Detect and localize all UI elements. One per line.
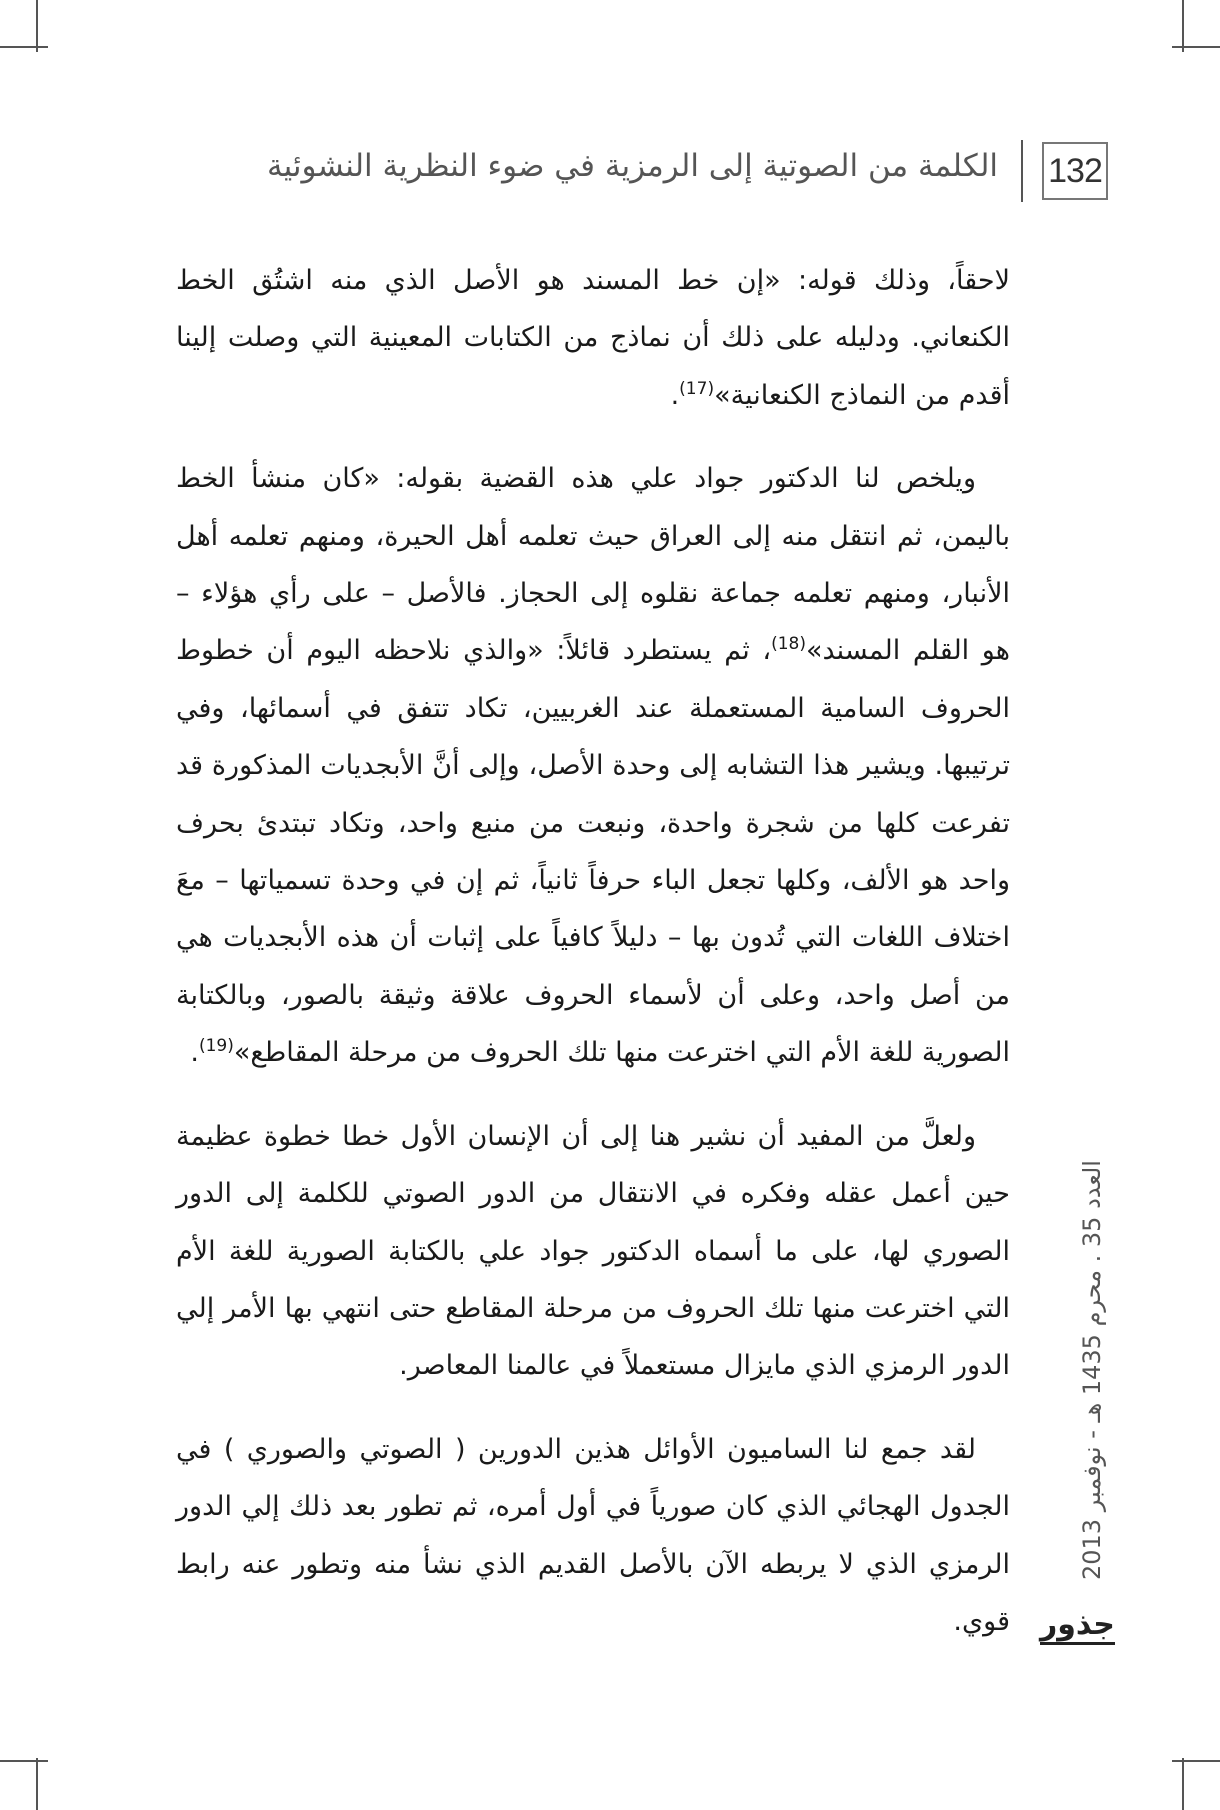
issue-info: العدد 35 . محرم 1435 هـ - نوفمبر 2013 bbox=[1078, 1160, 1106, 1580]
paragraph-end: . bbox=[670, 379, 680, 411]
crop-mark bbox=[1172, 1760, 1220, 1762]
footnote-ref: (18) bbox=[771, 634, 806, 655]
crop-mark bbox=[0, 46, 48, 48]
footnote-ref: (17) bbox=[679, 378, 715, 399]
crop-mark bbox=[36, 0, 38, 52]
paragraph bbox=[176, 252, 1010, 424]
paragraph-text: ولعلَّ من المفيد أن نشير هنا إلى أن الإنسان الأول خطا خطوة عظيمة حين أعمل عقله وفكره في الانتقال من الدور الصوتي للكلمة إلى الدور الصوري لها، على ما أسماه الدكتور جواد علي بالكتابة الصورية للغة الأم التي اخترعت منها تلك الحروف من مرحلة المقاطع حتى انتهي بها الأمر إلي الدور الرمزي الذي مايزال مستعملاً في عالمنا المعاصر. bbox=[176, 1120, 1010, 1382]
paragraph-text: ويلخص لنا الدكتور جواد علي هذه القضية بقوله: «كان منشأ الخط باليمن، ثم انتقل منه إلى العراق حيث تعلمه أهل الحيرة، ومنهم تعلمه أهل الأنبار، ومنهم تعلمه جماعة نقلوه إلى الحجاز. فالأصل – على رأي هؤلاء – هو القلم المسند» bbox=[176, 463, 1010, 667]
crop-mark bbox=[1182, 0, 1184, 52]
running-title: الكلمة من الصوتية إلى الرمزية في ضوء النظرية النشوئية bbox=[266, 148, 998, 184]
crop-mark bbox=[0, 1760, 48, 1762]
crop-mark bbox=[36, 1758, 38, 1810]
paragraph-text: لاحقاً، وذلك قوله: «إن خط المسند هو الأصل الذي منه اشتُق الخط الكنعاني. ودليله على ذلك أن نماذج من الكتابات المعينية التي وصلت إلينا أقدم من النماذج الكنعانية» bbox=[176, 265, 1010, 411]
journal-logo: جذور bbox=[1040, 1610, 1115, 1645]
paragraph bbox=[176, 450, 1010, 1081]
page-number: 132 bbox=[1042, 142, 1108, 200]
header-divider bbox=[1021, 140, 1023, 202]
crop-mark bbox=[1172, 46, 1220, 48]
paragraph-end: . bbox=[190, 1037, 199, 1069]
paragraph bbox=[176, 1108, 1010, 1395]
crop-mark bbox=[1182, 1758, 1184, 1810]
paragraph bbox=[176, 1421, 1010, 1651]
paragraph-text: ، ثم يستطرد قائلاً: «والذي نلاحظه اليوم أن خطوط الحروف السامية المستعملة عند الغربيين، تكاد تتفق في أسمائها، وفي ترتيبها. ويشير هذا التشابه إلى وحدة الأصل، وإلى أنَّ الأبجديات المذكورة قد تفرعت كلها من شجرة واحدة، ونبعت من منبع واحد، وتكاد تبتدئ بحرف واحد هو الألف، وكلها تجعل الباء حرفاً ثانياً، ثم إن في وحدة تسمياتها – معَ اختلاف اللغات التي تُدون بها – دليلاً كافياً على إثبات أن هذه الأبجديات هي من أصل واحد، وعلى أن لأسماء الحروف علاقة وثيقة بالصور، وبالكتابة الصورية للغة الأم التي اخترعت منها تلك الحروف من مرحلة المقاطع» bbox=[176, 635, 1010, 1069]
article-body bbox=[176, 252, 1010, 1676]
paragraph-text: لقد جمع لنا الساميون الأوائل هذين الدورين ( الصوتي والصوري ) في الجدول الهجائي الذي كان صورياً في أول أمره، ثم تطور بعد ذلك إلي الدور الرمزي الذي لا يربطه الآن بالأصل القديم الذي نشأ منه وتطور عنه رابط قوي. bbox=[176, 1433, 1010, 1637]
footnote-ref: (19) bbox=[198, 1036, 234, 1057]
